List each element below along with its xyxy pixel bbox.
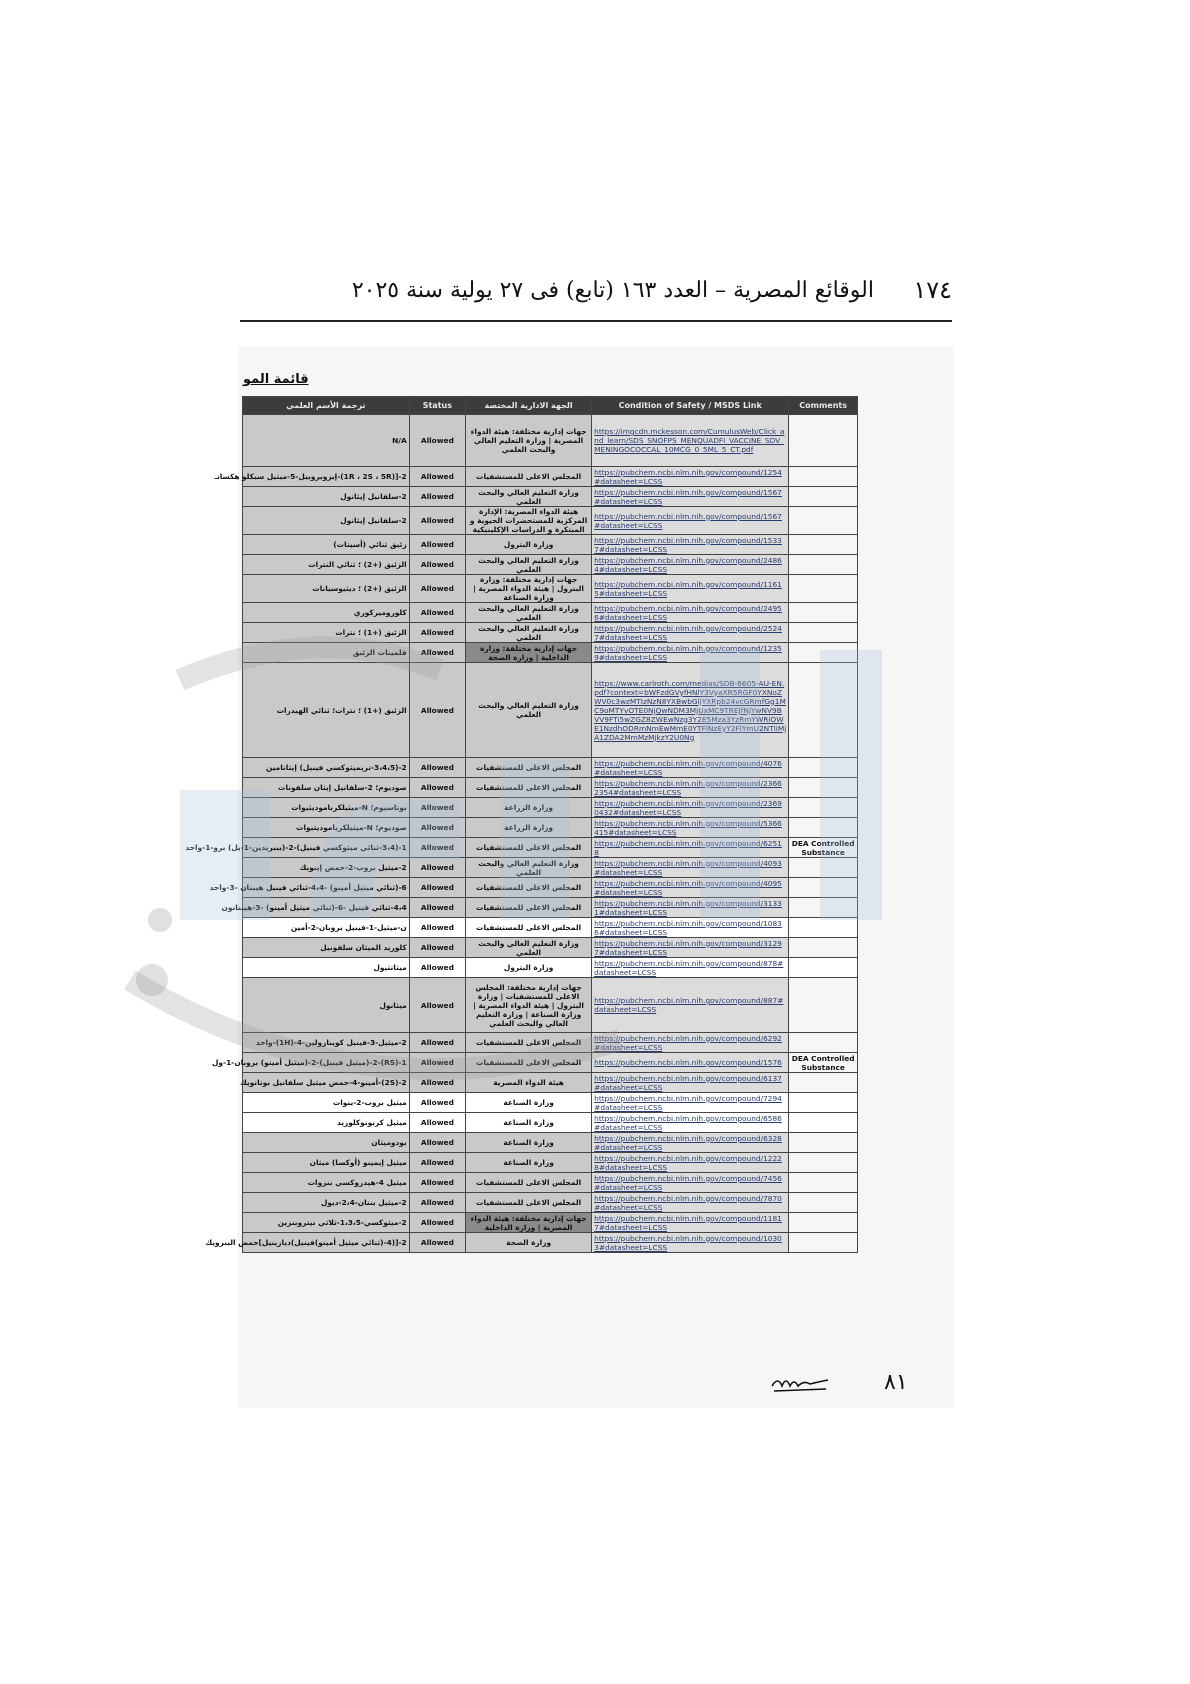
table-row <box>243 467 858 487</box>
list-title: قائمة المو <box>243 372 309 387</box>
substance-name: 4،4-ثنائي فينيل -6-(ثنائي ميثيل أمينو) -3-هيبتانون <box>243 898 410 918</box>
col-header-status: Status <box>409 397 465 415</box>
table-row <box>243 487 858 507</box>
comment-cell <box>789 663 858 758</box>
table-row <box>243 1113 858 1133</box>
msds-link[interactable]: https://pubchem.ncbi.nlm.nih.gov/compound/15337#datasheet=LCSS <box>592 535 789 555</box>
status-cell: Allowed <box>409 1073 465 1093</box>
table-row <box>243 938 858 958</box>
msds-link[interactable]: https://pubchem.ncbi.nlm.nih.gov/compound/6137#datasheet=LCSS <box>592 1073 789 1093</box>
authority-cell: جهات إدارية مختلفة: المجلس الاعلى للمستشفيات | وزارة البترول | هيئة الدواء المصرية | وزارة الصناعة | وزارة التعليم العالي والبحث العلمي <box>466 978 592 1033</box>
status-cell: Allowed <box>409 1113 465 1133</box>
page-number: ١٧٤ <box>913 276 952 304</box>
msds-link[interactable]: https://pubchem.ncbi.nlm.nih.gov/compound/23690432#datasheet=LCSS <box>592 798 789 818</box>
authority-cell: المجلس الاعلى للمستشفيات <box>466 467 592 487</box>
table-row <box>243 1193 858 1213</box>
status-cell: Allowed <box>409 778 465 798</box>
substances-table <box>185 396 858 1253</box>
substance-name: الزئبق (+2) ؛ ديثيوسيانات <box>243 575 410 603</box>
status-cell: Allowed <box>409 1173 465 1193</box>
status-cell: Allowed <box>409 535 465 555</box>
status-cell: Allowed <box>409 603 465 623</box>
substance-name: 2-[(4-(ثنائي ميثيل أمينو)فينيل)ديازينيل]حمض البنزويك <box>243 1233 410 1253</box>
substance-name: 1-(3،4-ثنائي ميثوكسي فينيل)-2-(بيبريدين-1-يل) برو-1-واحد <box>243 838 410 858</box>
msds-link[interactable]: https://pubchem.ncbi.nlm.nih.gov/compound/6586#datasheet=LCSS <box>592 1113 789 1133</box>
msds-link[interactable]: https://pubchem.ncbi.nlm.nih.gov/compound/24956#datasheet=LCSS <box>592 603 789 623</box>
msds-link[interactable]: https://pubchem.ncbi.nlm.nih.gov/compound/11817#datasheet=LCSS <box>592 1213 789 1233</box>
substance-name: 2-ميثيل-3-فينيل كوينازولين-4-(1H)-واحد <box>243 1033 410 1053</box>
table-row <box>243 1093 858 1113</box>
status-cell: Allowed <box>409 898 465 918</box>
status-cell: Allowed <box>409 415 465 467</box>
comment-cell <box>789 1153 858 1173</box>
authority-cell: وزارة التعليم العالي والبحث العلمي <box>466 555 592 575</box>
msds-link[interactable]: https://imgcdn.mckesson.com/CumulusWeb/Click_and_learn/SDS_SNOFPS_MENQUADFI_VACCINE_SDV_MENINGOCOCCAL_10MCG_0_5ML_5_CT.pdf <box>592 415 789 467</box>
comment-cell <box>789 1113 858 1133</box>
comment-cell <box>789 535 858 555</box>
comment-cell <box>789 507 858 535</box>
substance-name: ميثيل 4-هيدروكسي بنزوات <box>243 1173 410 1193</box>
msds-link[interactable]: https://pubchem.ncbi.nlm.nih.gov/compound/1576 <box>592 1053 789 1073</box>
substance-name: ميثيل بروب-2-ينوات <box>243 1093 410 1113</box>
substance-name: ميثيل إيمينو (أوكسا) ميثان <box>243 1153 410 1173</box>
msds-link[interactable]: https://pubchem.ncbi.nlm.nih.gov/compound/12359#datasheet=LCSS <box>592 643 789 663</box>
table-row <box>243 1053 858 1073</box>
msds-link[interactable]: https://pubchem.ncbi.nlm.nih.gov/compound/7294#datasheet=LCSS <box>592 1093 789 1113</box>
table-row <box>243 978 858 1033</box>
authority-cell: المجلس الاعلى للمستشفيات <box>466 878 592 898</box>
msds-link[interactable]: https://pubchem.ncbi.nlm.nih.gov/compound/4093#datasheet=LCSS <box>592 858 789 878</box>
authority-cell: المجلس الاعلى للمستشفيات <box>466 758 592 778</box>
substance-name: 2-(2S)-أمينو-4-حمض ميثيل سلفانيل بوتانويك <box>243 1073 410 1093</box>
authority-cell: وزارة الصحة <box>466 1233 592 1253</box>
authority-cell: المجلس الاعلى للمستشفيات <box>466 1053 592 1073</box>
status-cell: Allowed <box>409 1193 465 1213</box>
table-row <box>243 1073 858 1093</box>
comment-cell <box>789 1093 858 1113</box>
substance-name: 2-ميثيل بنتان-2،4-ديول <box>243 1193 410 1213</box>
status-cell: Allowed <box>409 858 465 878</box>
col-header-link: Condition of Safety / MSDS Link <box>592 397 789 415</box>
substance-name: زئبق ثنائي (أسيتات) <box>243 535 410 555</box>
comment-cell <box>789 575 858 603</box>
substance-name: 2-ميثوكسي-1،3،5-ثلاثي نيتروبنزين <box>243 1213 410 1233</box>
comment-cell: DEA Controlled Substance <box>789 838 858 858</box>
status-cell: Allowed <box>409 487 465 507</box>
table-row <box>243 507 858 535</box>
authority-cell: وزارة التعليم العالي والبحث العلمي <box>466 938 592 958</box>
table-row <box>243 555 858 575</box>
table-row <box>243 603 858 623</box>
status-cell: Allowed <box>409 878 465 898</box>
authority-cell: المجلس الاعلى للمستشفيات <box>466 1173 592 1193</box>
authority-cell: المجلس الاعلى للمستشفيات <box>466 838 592 858</box>
table-header-row <box>243 397 858 415</box>
substance-name: كلوروميركوري <box>243 603 410 623</box>
status-cell: Allowed <box>409 575 465 603</box>
substance-name: بوتاسيوم؛ N-ميثيلكرباموديثيوات <box>243 798 410 818</box>
substance-name: صوديوم؛ 2-سلفانيل إيثان سلفونات <box>243 778 410 798</box>
table-row <box>243 623 858 643</box>
status-cell: Allowed <box>409 555 465 575</box>
status-cell: Allowed <box>409 1213 465 1233</box>
table-row <box>243 758 858 778</box>
authority-cell: المجلس الاعلى للمستشفيات <box>466 1193 592 1213</box>
status-cell: Allowed <box>409 978 465 1033</box>
table-row <box>243 1153 858 1173</box>
status-cell: Allowed <box>409 623 465 643</box>
authority-cell: هيئة الدواء المصرية: الإدارة المركزية للمستحضرات الحيوية و المبتكرة و الدراسات الإكلينيكية <box>466 507 592 535</box>
substance-name: ن-ميثيل-1-فينيل بروبان-2-أمين <box>243 918 410 938</box>
authority-cell: جهات إدارية مختلفة: وزارة الداخلية | وزارة الصحة <box>466 643 592 663</box>
status-cell: Allowed <box>409 938 465 958</box>
authority-cell: جهات إدارية مختلفة: هيئة الدواء المصرية | وزارة التعليم العالي والبحث العلمي <box>466 415 592 467</box>
msds-link[interactable]: https://pubchem.ncbi.nlm.nih.gov/compound/887#datasheet=LCSS <box>592 978 789 1033</box>
status-cell: Allowed <box>409 643 465 663</box>
substance-name: 1-(RS)-2-(ميثيل فينيل)-2-(ميثيل أمينو) بروبان-1-ول <box>243 1053 410 1073</box>
table-row <box>243 535 858 555</box>
status-cell: Allowed <box>409 818 465 838</box>
table-row <box>243 838 858 858</box>
comment-cell <box>789 1033 858 1053</box>
msds-link[interactable]: https://pubchem.ncbi.nlm.nih.gov/compound/7456#datasheet=LCSS <box>592 1173 789 1193</box>
table-row <box>243 898 858 918</box>
comment-cell <box>789 1173 858 1193</box>
col-header-authority: الجهة الادارية المختصة <box>466 397 592 415</box>
authority-cell: وزارة التعليم العالي والبحث العلمي <box>466 603 592 623</box>
comment-cell <box>789 878 858 898</box>
substance-name: فلمينات الزئبق <box>243 643 410 663</box>
table-row <box>243 415 858 467</box>
table-row <box>243 878 858 898</box>
table-row <box>243 958 858 978</box>
comment-cell <box>789 555 858 575</box>
handwritten-page-number: ٨١ <box>884 1370 908 1395</box>
page-header <box>240 268 952 322</box>
msds-link[interactable]: https://pubchem.ncbi.nlm.nih.gov/compound/878#datasheet=LCSS <box>592 958 789 978</box>
msds-link[interactable]: https://pubchem.ncbi.nlm.nih.gov/compound/6292#datasheet=LCSS <box>592 1033 789 1053</box>
status-cell: Allowed <box>409 918 465 938</box>
msds-link[interactable]: https://pubchem.ncbi.nlm.nih.gov/compound/10836#datasheet=LCSS <box>592 918 789 938</box>
authority-cell: وزارة التعليم العالي والبحث العلمي <box>466 858 592 878</box>
msds-link[interactable]: https://pubchem.ncbi.nlm.nih.gov/compound/4076#datasheet=LCSS <box>592 758 789 778</box>
comment-cell <box>789 1233 858 1253</box>
status-cell: Allowed <box>409 758 465 778</box>
substance-name: صوديوم؛ N-ميثيلكرباموديثيوات <box>243 818 410 838</box>
comment-cell <box>789 487 858 507</box>
table-row <box>243 918 858 938</box>
status-cell: Allowed <box>409 663 465 758</box>
table-row <box>243 858 858 878</box>
substance-name: 2-سلفانيل إيثانول <box>243 487 410 507</box>
comment-cell <box>789 858 858 878</box>
substance-name: 2-سلفانيل إيثانول <box>243 507 410 535</box>
authority-cell: هيئة الدواء المصرية <box>466 1073 592 1093</box>
col-header-comments: Comments <box>789 397 858 415</box>
msds-link[interactable]: https://pubchem.ncbi.nlm.nih.gov/compound/31331#datasheet=LCSS <box>592 898 789 918</box>
msds-link[interactable]: https://www.carlroth.com/medias/SDB-6605-AU-EN.pdf?context=bWFzdGVyfHNlY3VyaXR5RGF0YXNoZWV0c3wzMTIzNzN8YXBwbGljYXRpb24vcGRmfGg1MC9oMTYvOTE0NjQwNDM3MjUxMC9TREJfNjYwNV9BVV9FTi5wZGZ8ZWEwNzg3Y2E5Mza3YzRmYWRiOWE1NzdhODRmNmEwMmE0YTFlNzEyY2FlYmU2NTliMjA1ZDA2MmMzMjkzY2U0Ng <box>592 663 789 758</box>
substance-name: 2-[(1R ، 2S ، 5R)-إيزوبروبيل-5-ميثيل سيكلو هكسانـ <box>243 467 410 487</box>
status-cell: Allowed <box>409 1093 465 1113</box>
substance-name: N/A <box>243 415 410 467</box>
msds-link[interactable]: https://pubchem.ncbi.nlm.nih.gov/compound/6328#datasheet=LCSS <box>592 1133 789 1153</box>
status-cell: Allowed <box>409 507 465 535</box>
authority-cell: وزارة الزراعة <box>466 798 592 818</box>
authority-cell: المجلس الاعلى للمستشفيات <box>466 1033 592 1053</box>
substance-name: ميثانثيول <box>243 958 410 978</box>
status-cell: Allowed <box>409 1053 465 1073</box>
status-cell: Allowed <box>409 1033 465 1053</box>
substance-name: ميثانول <box>243 978 410 1033</box>
msds-link[interactable]: https://pubchem.ncbi.nlm.nih.gov/compound/23662354#datasheet=LCSS <box>592 778 789 798</box>
comment-cell <box>789 1073 858 1093</box>
authority-cell: جهات إدارية مختلفة: هيئة الدواء المصرية | وزارة الداخلية <box>466 1213 592 1233</box>
substance-name: كلوريد الميثان سلفونيل <box>243 938 410 958</box>
comment-cell <box>789 918 858 938</box>
msds-link[interactable]: https://pubchem.ncbi.nlm.nih.gov/compound/7870#datasheet=LCSS <box>592 1193 789 1213</box>
status-cell: Allowed <box>409 958 465 978</box>
substance-name: 2-(3،4،5-تريميثوكسي فينيل) إيثانامين <box>243 758 410 778</box>
status-cell: Allowed <box>409 467 465 487</box>
table-row <box>243 1173 858 1193</box>
table-row <box>243 1033 858 1053</box>
table-row <box>243 575 858 603</box>
substance-name: الزئبق (+1) ؛ نترات؛ ثنائي الهيدرات <box>243 663 410 758</box>
comment-cell <box>789 798 858 818</box>
comment-cell: DEA Controlled Substance <box>789 1053 858 1073</box>
authority-cell: وزارة التعليم العالي والبحث العلمي <box>466 623 592 643</box>
comment-cell <box>789 938 858 958</box>
msds-link[interactable]: https://pubchem.ncbi.nlm.nih.gov/compound/31297#datasheet=LCSS <box>592 938 789 958</box>
comment-cell <box>789 1133 858 1153</box>
authority-cell: وزارة التعليم العالي والبحث العلمي <box>466 663 592 758</box>
comment-cell <box>789 643 858 663</box>
substance-name: 2-ميثيل بروب-2-حمض إينويك <box>243 858 410 878</box>
authority-cell: وزارة الصناعة <box>466 1093 592 1113</box>
msds-link[interactable]: https://pubchem.ncbi.nlm.nih.gov/compound/12228#datasheet=LCSS <box>592 1153 789 1173</box>
substance-name: 6-(ثنائي ميثيل أمينو) -4،4-ثنائي فينيل هيبتان -3-واحد <box>243 878 410 898</box>
status-cell: Allowed <box>409 1133 465 1153</box>
authority-cell: وزارة الصناعة <box>466 1153 592 1173</box>
comment-cell <box>789 623 858 643</box>
authority-cell: المجلس الاعلى للمستشفيات <box>466 918 592 938</box>
msds-link[interactable]: https://pubchem.ncbi.nlm.nih.gov/compound/1254#datasheet=LCSS <box>592 467 789 487</box>
table-row <box>243 798 858 818</box>
table-row <box>243 643 858 663</box>
substance-name: الزئبق (+1) ؛ نترات <box>243 623 410 643</box>
authority-cell: وزارة الصناعة <box>466 1133 592 1153</box>
msds-link[interactable]: https://pubchem.ncbi.nlm.nih.gov/compound/1567#datasheet=LCSS <box>592 507 789 535</box>
comment-cell <box>789 898 858 918</box>
comment-cell <box>789 958 858 978</box>
comment-cell <box>789 415 858 467</box>
table-row <box>243 1133 858 1153</box>
comment-cell <box>789 1213 858 1233</box>
status-cell: Allowed <box>409 1153 465 1173</box>
signature <box>770 1372 832 1394</box>
col-header-name: ترجمة الأسم العلمي <box>243 397 410 415</box>
substance-name: الزئبق (+2) ؛ ثنائي النترات <box>243 555 410 575</box>
table-row <box>243 1233 858 1253</box>
status-cell: Allowed <box>409 798 465 818</box>
comment-cell <box>789 778 858 798</box>
table-row <box>243 778 858 798</box>
comment-cell <box>789 603 858 623</box>
msds-link[interactable]: https://pubchem.ncbi.nlm.nih.gov/compound/5366415#datasheet=LCSS <box>592 818 789 838</box>
table-row <box>243 818 858 838</box>
msds-link[interactable]: https://pubchem.ncbi.nlm.nih.gov/compound/11615#datasheet=LCSS <box>592 575 789 603</box>
msds-link[interactable]: https://pubchem.ncbi.nlm.nih.gov/compound/24864#datasheet=LCSS <box>592 555 789 575</box>
authority-cell: جهات إدارية مختلفة: وزارة البترول | هيئة الدواء المصرية | وزارة الصناعة <box>466 575 592 603</box>
authority-cell: المجلس الاعلى للمستشفيات <box>466 778 592 798</box>
table-row <box>243 663 858 758</box>
authority-cell: وزارة الزراعة <box>466 818 592 838</box>
status-cell: Allowed <box>409 838 465 858</box>
comment-cell <box>789 467 858 487</box>
authority-cell: وزارة الصناعة <box>466 1113 592 1133</box>
table-row <box>243 1213 858 1233</box>
msds-link[interactable]: https://pubchem.ncbi.nlm.nih.gov/compound/4095#datasheet=LCSS <box>592 878 789 898</box>
msds-link[interactable]: https://pubchem.ncbi.nlm.nih.gov/compound/25247#datasheet=LCSS <box>592 623 789 643</box>
substance-name: بودوميثان <box>243 1133 410 1153</box>
authority-cell: وزارة التعليم العالي والبحث العلمي <box>466 487 592 507</box>
authority-cell: المجلس الاعلى للمستشفيات <box>466 898 592 918</box>
comment-cell <box>789 758 858 778</box>
status-cell: Allowed <box>409 1233 465 1253</box>
authority-cell: وزارة البترول <box>466 535 592 555</box>
authority-cell: وزارة البترول <box>466 958 592 978</box>
msds-link[interactable]: https://pubchem.ncbi.nlm.nih.gov/compound/62518 <box>592 838 789 858</box>
substance-name: ميثيل كربونوكلوريد <box>243 1113 410 1133</box>
comment-cell <box>789 1193 858 1213</box>
msds-link[interactable]: https://pubchem.ncbi.nlm.nih.gov/compound/10303#datasheet=LCSS <box>592 1233 789 1253</box>
comment-cell <box>789 818 858 838</box>
comment-cell <box>789 978 858 1033</box>
gazette-title: الوقائع المصرية – العدد ١٦٣ (تابع) فى ٢٧ يولية سنة ٢٠٢٥ <box>351 278 874 303</box>
msds-link[interactable]: https://pubchem.ncbi.nlm.nih.gov/compound/1567#datasheet=LCSS <box>592 487 789 507</box>
